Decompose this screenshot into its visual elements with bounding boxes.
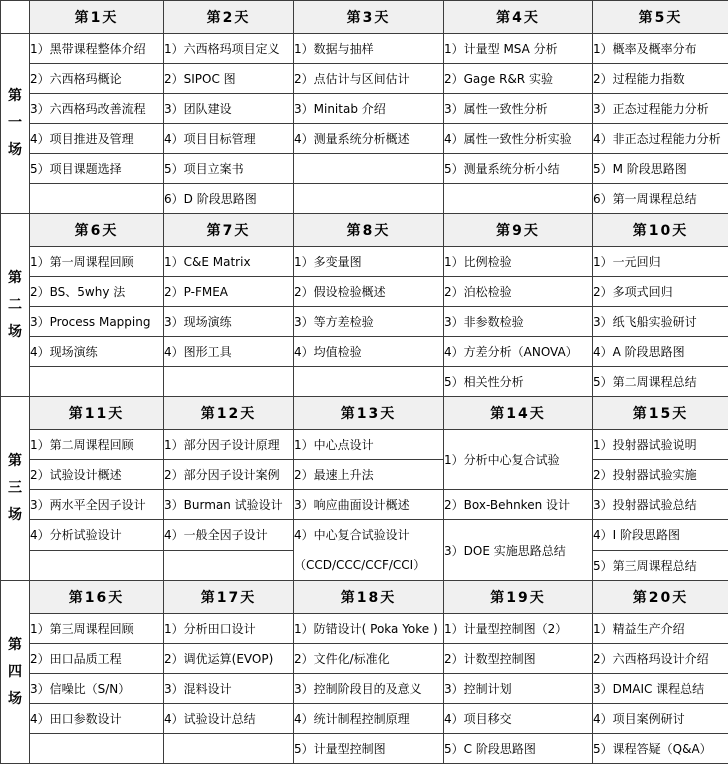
course-item: 4）项目案例研讨 bbox=[593, 704, 728, 734]
course-item: 4）方差分析（ANOVA） bbox=[444, 337, 593, 367]
course-item: 2）六西格玛概论 bbox=[30, 64, 164, 94]
course-item: 2）六西格玛设计介绍 bbox=[593, 644, 728, 674]
course-item: 4）非正态过程能力分析 bbox=[593, 124, 728, 154]
course-item: 1）部分因子设计原理 bbox=[164, 430, 294, 460]
day-header-18: 第18天 bbox=[294, 581, 444, 614]
course-item: 4）图形工具 bbox=[164, 337, 294, 367]
course-item: 1）第一周课程回顾 bbox=[30, 247, 164, 277]
course-item: 5）课程答疑（Q&A） bbox=[593, 734, 728, 764]
day-header-13: 第13天 bbox=[294, 397, 444, 430]
course-item: 3）现场演练 bbox=[164, 307, 294, 337]
empty-cell bbox=[294, 184, 444, 214]
course-item: 3）Minitab 介绍 bbox=[294, 94, 444, 124]
course-item: 2）部分因子设计案例 bbox=[164, 460, 294, 490]
course-item: 4）项目推进及管理 bbox=[30, 124, 164, 154]
course-item: 1）数据与抽样 bbox=[294, 34, 444, 64]
session-label-1 bbox=[1, 34, 30, 214]
course-item: 3）正态过程能力分析 bbox=[593, 94, 728, 124]
session-label-3 bbox=[1, 397, 30, 581]
day-header-14: 第14天 bbox=[444, 397, 593, 430]
course-item: 4）现场演练 bbox=[30, 337, 164, 367]
course-item: 5）C 阶段思路图 bbox=[444, 734, 593, 764]
empty-cell bbox=[294, 154, 444, 184]
session-label-4 bbox=[1, 581, 30, 764]
course-item: 4）分析试验设计 bbox=[30, 520, 164, 551]
empty-cell bbox=[30, 184, 164, 214]
course-item: 5）M 阶段思路图 bbox=[593, 154, 728, 184]
session-label-2 bbox=[1, 214, 30, 397]
corner-cell bbox=[1, 1, 30, 34]
course-item-line2: （CCD/CCC/CCF/CCI） bbox=[294, 550, 443, 580]
course-item: 1）防错设计( Poka Yoke ) bbox=[294, 614, 444, 644]
empty-cell bbox=[444, 184, 593, 214]
empty-cell bbox=[164, 734, 294, 764]
day-header-10: 第10天 bbox=[593, 214, 728, 247]
course-item: 5）第三周课程总结 bbox=[593, 550, 728, 581]
course-item: 1）六西格玛项目定义 bbox=[164, 34, 294, 64]
course-item: 2）Box-Behnken 设计 bbox=[444, 490, 593, 520]
course-item: 4）试验设计总结 bbox=[164, 704, 294, 734]
day-header-4: 第4天 bbox=[444, 1, 593, 34]
course-item: 5）相关性分析 bbox=[444, 367, 593, 397]
course-item: 3）属性一致性分析 bbox=[444, 94, 593, 124]
course-item: 1）黑带课程整体介绍 bbox=[30, 34, 164, 64]
day-header-17: 第17天 bbox=[164, 581, 294, 614]
course-item: 2）计数型控制图 bbox=[444, 644, 593, 674]
course-item: 5）项目立案书 bbox=[164, 154, 294, 184]
empty-cell bbox=[30, 550, 164, 581]
course-item: 4）项目移交 bbox=[444, 704, 593, 734]
course-item: 1）分析中心复合试验 bbox=[444, 430, 593, 490]
course-item: 3）六西格玛改善流程 bbox=[30, 94, 164, 124]
course-item: 3）投射器试验总结 bbox=[593, 490, 728, 520]
course-item: 2）过程能力指数 bbox=[593, 64, 728, 94]
course-item: 4）属性一致性分析实验 bbox=[444, 124, 593, 154]
course-item: 1）第三周课程回顾 bbox=[30, 614, 164, 644]
session-label-text: 第一场 bbox=[8, 83, 23, 164]
course-item: 1）计量型控制图（2） bbox=[444, 614, 593, 644]
course-item: 3）纸飞船实验研讨 bbox=[593, 307, 728, 337]
course-item: 2）最速上升法 bbox=[294, 460, 444, 490]
course-item: 4）均值检验 bbox=[294, 337, 444, 367]
course-item: 2）多项式回归 bbox=[593, 277, 728, 307]
course-item: 5）项目课题选择 bbox=[30, 154, 164, 184]
day-header-20: 第20天 bbox=[593, 581, 728, 614]
course-item: 2）调优运算(EVOP) bbox=[164, 644, 294, 674]
course-item: 3）团队建设 bbox=[164, 94, 294, 124]
course-item: 6）D 阶段思路图 bbox=[164, 184, 294, 214]
course-item: 2）SIPOC 图 bbox=[164, 64, 294, 94]
course-item: 3）DMAIC 课程总结 bbox=[593, 674, 728, 704]
course-item: 2）BS、5why 法 bbox=[30, 277, 164, 307]
empty-cell bbox=[164, 550, 294, 581]
day-header-15: 第15天 bbox=[593, 397, 728, 430]
course-item: 4）测量系统分析概述 bbox=[294, 124, 444, 154]
course-item: 3）等方差检验 bbox=[294, 307, 444, 337]
course-item: 1）分析田口设计 bbox=[164, 614, 294, 644]
day-header-9: 第9天 bbox=[444, 214, 593, 247]
course-item: 2）Gage R&R 实验 bbox=[444, 64, 593, 94]
course-item: 3）DOE 实施思路总结 bbox=[444, 520, 593, 581]
course-item: 1）概率及概率分布 bbox=[593, 34, 728, 64]
empty-cell bbox=[30, 367, 164, 397]
course-item: 3）两水平全因子设计 bbox=[30, 490, 164, 520]
course-item: 1）多变量图 bbox=[294, 247, 444, 277]
course-item: 3）响应曲面设计概述 bbox=[294, 490, 444, 520]
course-item: 2）假设检验概述 bbox=[294, 277, 444, 307]
course-item: 2）P-FMEA bbox=[164, 277, 294, 307]
day-header-12: 第12天 bbox=[164, 397, 294, 430]
course-item: 2）泊松检验 bbox=[444, 277, 593, 307]
course-item: 4）一般全因子设计 bbox=[164, 520, 294, 551]
course-item: 2）文件化/标准化 bbox=[294, 644, 444, 674]
day-header-7: 第7天 bbox=[164, 214, 294, 247]
course-item: 3）控制计划 bbox=[444, 674, 593, 704]
course-item: 2）田口品质工程 bbox=[30, 644, 164, 674]
course-item: 3）信噪比（S/N） bbox=[30, 674, 164, 704]
day-header-1: 第1天 bbox=[30, 1, 164, 34]
day-header-19: 第19天 bbox=[444, 581, 593, 614]
session-label-text: 第四场 bbox=[8, 632, 23, 713]
day-header-11: 第11天 bbox=[30, 397, 164, 430]
course-item: 6）第一周课程总结 bbox=[593, 184, 728, 214]
course-item: 3）非参数检验 bbox=[444, 307, 593, 337]
course-item: 4）I 阶段思路图 bbox=[593, 520, 728, 551]
day-header-3: 第3天 bbox=[294, 1, 444, 34]
course-item: 4）田口参数设计 bbox=[30, 704, 164, 734]
course-item: 1）一元回归 bbox=[593, 247, 728, 277]
course-item: 1）计量型 MSA 分析 bbox=[444, 34, 593, 64]
course-item: 1）第二周课程回顾 bbox=[30, 430, 164, 460]
course-item-line1: 4）中心复合试验设计 bbox=[294, 520, 443, 550]
course-item: 5）测量系统分析小结 bbox=[444, 154, 593, 184]
empty-cell bbox=[30, 734, 164, 764]
course-item: 3）Burman 试验设计 bbox=[164, 490, 294, 520]
empty-cell bbox=[164, 367, 294, 397]
course-item: 4）项目目标管理 bbox=[164, 124, 294, 154]
course-item: 1）精益生产介绍 bbox=[593, 614, 728, 644]
day-header-8: 第8天 bbox=[294, 214, 444, 247]
course-item: 1）中心点设计 bbox=[294, 430, 444, 460]
course-item: 2）投射器试验实施 bbox=[593, 460, 728, 490]
course-item: 1）投射器试验说明 bbox=[593, 430, 728, 460]
day-header-16: 第16天 bbox=[30, 581, 164, 614]
empty-cell bbox=[294, 367, 444, 397]
course-item: 2）点估计与区间估计 bbox=[294, 64, 444, 94]
course-item: 2）试验设计概述 bbox=[30, 460, 164, 490]
course-item: 3）控制阶段目的及意义 bbox=[294, 674, 444, 704]
session-label-text: 第三场 bbox=[8, 448, 23, 529]
course-item: 1）比例检验 bbox=[444, 247, 593, 277]
course-item bbox=[294, 520, 444, 581]
day-header-5: 第5天 bbox=[593, 1, 728, 34]
session-label-text: 第二场 bbox=[8, 265, 23, 346]
course-item: 5）计量型控制图 bbox=[294, 734, 444, 764]
course-item: 3）Process Mapping bbox=[30, 307, 164, 337]
day-header-6: 第6天 bbox=[30, 214, 164, 247]
course-item: 4）统计制程控制原理 bbox=[294, 704, 444, 734]
course-item: 4）A 阶段思路图 bbox=[593, 337, 728, 367]
day-header-2: 第2天 bbox=[164, 1, 294, 34]
course-item: 1）C&E Matrix bbox=[164, 247, 294, 277]
course-item: 3）混料设计 bbox=[164, 674, 294, 704]
course-item: 5）第二周课程总结 bbox=[593, 367, 728, 397]
